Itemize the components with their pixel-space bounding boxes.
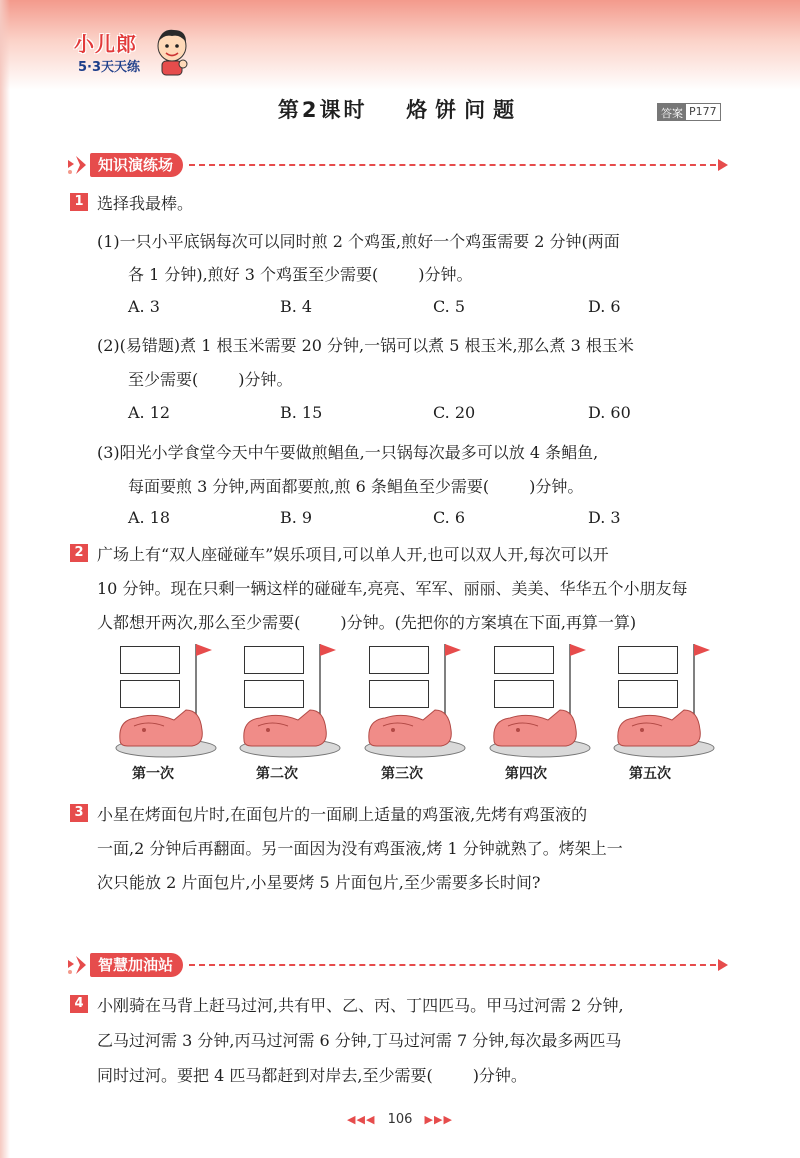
lesson-number: 第2课时: [277, 98, 368, 122]
q1-sub1-text: 各 1 分钟),煎好 3 个鸡蛋至少需要(: [128, 265, 379, 284]
q1-sub1-option-d[interactable]: D. 6: [588, 297, 621, 316]
question-number-3: 3: [70, 804, 88, 822]
bumper-car-icon: [238, 640, 346, 760]
page-number-value: 106: [387, 1112, 413, 1127]
round-label-3: 第三次: [381, 766, 423, 782]
q3-line1: 小星在烤面包片时,在面包片的一面刷上适量的鸡蛋液,先烤有鸡蛋液的: [97, 805, 588, 824]
q1-sub2-text: 至少需要(: [128, 370, 199, 389]
q1-sub3-line2: [128, 474, 583, 497]
right-arrows-icon: ▶▶▶: [424, 1113, 453, 1126]
q1-sub2-option-b[interactable]: B. 15: [280, 403, 323, 422]
section-practice-label: 知识演练场: [90, 153, 183, 177]
section-wisdom-header: [64, 952, 726, 978]
q1-sub2-line1: (2)(易错题)煮 1 根玉米需要 20 分钟,一锅可以煮 5 根玉米,那么煮 3 根玉米: [97, 336, 634, 355]
q4-text-end: )分钟。: [472, 1066, 527, 1085]
q2-line2: 10 分钟。现在只剩一辆这样的碰碰车,亮亮、军军、丽丽、美美、华华五个小朋友每: [97, 579, 688, 598]
section-divider: [189, 164, 726, 166]
q1-sub3-line1: (3)阳光小学食堂今天中午要做煎鲳鱼,一只锅每次最多可以放 4 条鲳鱼,: [97, 443, 599, 462]
section-divider: [189, 964, 726, 966]
bumper-car-icon: [114, 640, 222, 760]
q1-sub2-option-a[interactable]: A. 12: [128, 403, 171, 422]
bumper-car-icon: [612, 640, 720, 760]
bumper-car-round-1: [114, 640, 222, 760]
page-number: [0, 1112, 800, 1127]
q1-sub3-text: 每面要煎 3 分钟,两面都要煎,煎 6 条鲳鱼至少需要(: [128, 477, 490, 496]
q1-sub3-text-end: )分钟。: [529, 477, 584, 496]
q2-line1: 广场上有“双人座碰碰车”娱乐项目,可以单人开,也可以双人开,每次可以开: [97, 545, 609, 564]
brand-logo: [64, 22, 194, 80]
question-number-1: 1: [70, 193, 88, 211]
logo-subtitle: 5·3天天练: [78, 60, 141, 75]
bumper-car-round-3: [363, 640, 471, 760]
q2-text: 人都想开两次,那么至少需要(: [97, 613, 301, 632]
q1-sub2-text-end: )分钟。: [238, 370, 293, 389]
q4-line3: [97, 1063, 527, 1086]
q3-line3: 次只能放 2 片面包片,小星要烤 5 片面包片,至少需要多长时间?: [97, 873, 541, 892]
q1-sub1-text-end: )分钟。: [418, 265, 473, 284]
q1-title: 选择我最棒。: [97, 194, 194, 213]
q2-text-end: )分钟。(先把你的方案填在下面,再算一算): [340, 613, 637, 632]
bumper-car-round-4: [488, 640, 596, 760]
q1-sub2-line2: [128, 367, 293, 390]
bumper-car-round-2: [238, 640, 346, 760]
page-edge: [0, 0, 10, 1158]
lesson-topic: 烙饼问题: [406, 98, 523, 122]
q1-sub1-option-b[interactable]: B. 4: [280, 297, 313, 316]
q1-sub1-line1: (1)一只小平底锅每次可以同时煎 2 个鸡蛋,煎好一个鸡蛋需要 2 分钟(两面: [97, 232, 620, 251]
q1-sub2-option-c[interactable]: C. 20: [433, 403, 476, 422]
q2-line3: [97, 610, 636, 633]
round-label-4: 第四次: [505, 766, 547, 782]
bumper-car-round-5: [612, 640, 720, 760]
section-wisdom-label: 智慧加油站: [90, 953, 183, 977]
left-arrows-icon: ◀◀◀: [347, 1113, 376, 1126]
bumper-car-icon: [488, 640, 596, 760]
section-practice-header: [64, 152, 726, 178]
answer-reference: [657, 103, 721, 121]
star-sparkle-icon: [64, 152, 90, 178]
answer-page: P177: [689, 105, 717, 118]
round-label-1: 第一次: [132, 766, 174, 782]
logo-title: 小儿郎: [74, 32, 137, 56]
q3-line2: 一面,2 分钟后再翻面。另一面因为没有鸡蛋液,烤 1 分钟就熟了。烤架上一: [97, 839, 623, 858]
q1-sub3-option-a[interactable]: A. 18: [128, 508, 171, 527]
q4-line2: 乙马过河需 3 分钟,丙马过河需 6 分钟,丁马过河需 7 分钟,每次最多两匹马: [97, 1031, 622, 1050]
q1-sub1-option-a[interactable]: A. 3: [128, 297, 160, 316]
q1-sub1-line2: [128, 262, 473, 285]
round-label-2: 第二次: [256, 766, 298, 782]
q1-sub1-option-c[interactable]: C. 5: [433, 297, 466, 316]
q4-text: 同时过河。要把 4 匹马都赶到对岸去,至少需要(: [97, 1066, 433, 1085]
q1-sub3-option-c[interactable]: C. 6: [433, 508, 466, 527]
q1-sub3-option-d[interactable]: D. 3: [588, 508, 621, 527]
round-label-5: 第五次: [629, 766, 671, 782]
answer-label: 答案: [658, 104, 686, 120]
q4-line1: 小刚骑在马背上赶马过河,共有甲、乙、丙、丁四匹马。甲马过河需 2 分钟,: [97, 996, 624, 1015]
question-number-4: 4: [70, 995, 88, 1013]
q1-sub2-option-d[interactable]: D. 60: [588, 403, 631, 422]
bumper-car-icon: [363, 640, 471, 760]
question-number-2: 2: [70, 544, 88, 562]
star-sparkle-icon: [64, 952, 90, 978]
boy-mascot-icon: [152, 24, 192, 78]
q1-sub3-option-b[interactable]: B. 9: [280, 508, 313, 527]
